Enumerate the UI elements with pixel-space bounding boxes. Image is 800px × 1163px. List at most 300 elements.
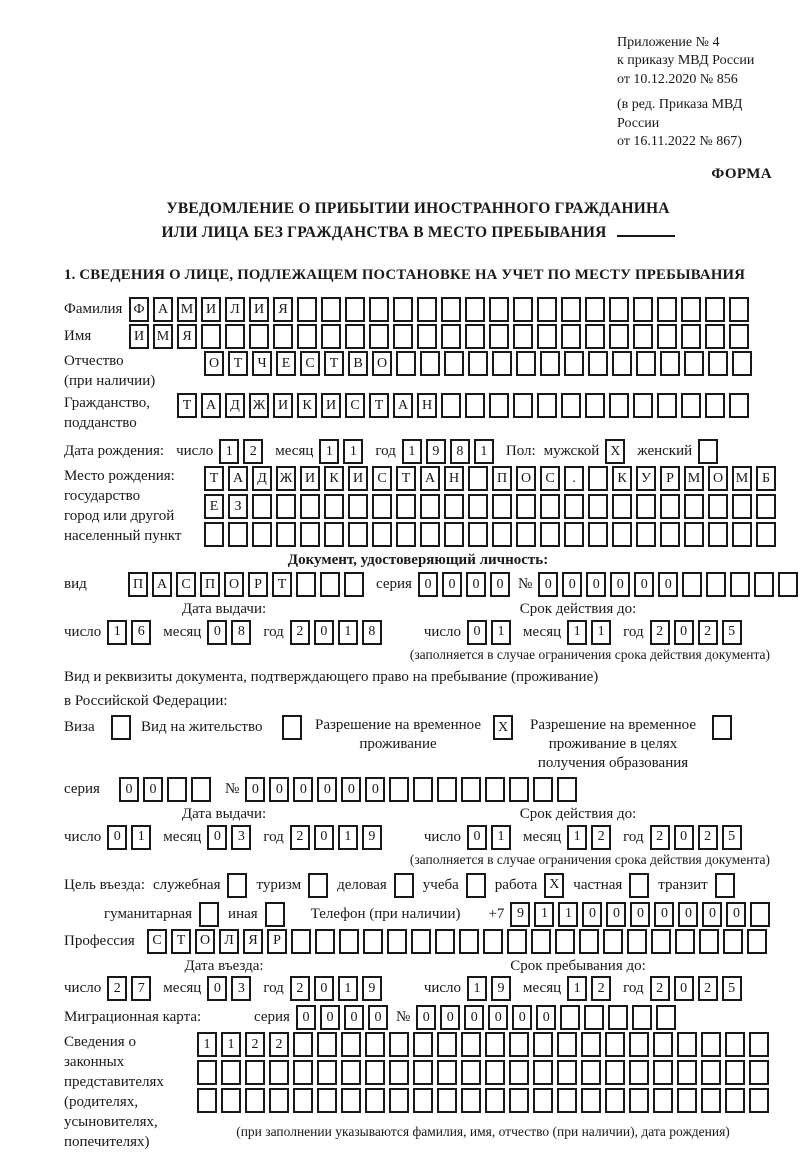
char-cell [632, 1005, 652, 1030]
char-cell: 9 [491, 976, 511, 1001]
char-cell [564, 494, 584, 519]
char-cell [561, 297, 581, 322]
char-cell: 7 [131, 976, 151, 1001]
char-cell [273, 324, 293, 349]
char-cell: 1 [197, 1032, 217, 1057]
char-cell: А [420, 466, 440, 491]
char-cell [444, 351, 464, 376]
char-cell [394, 873, 414, 898]
purpose-business [337, 873, 414, 898]
char-cell: 0 [245, 777, 265, 802]
char-cell: К [612, 466, 632, 491]
char-cell [365, 1060, 385, 1085]
char-cell [167, 777, 187, 802]
char-cell [489, 393, 509, 418]
char-cell: М [153, 324, 173, 349]
permit-issue-day-label: число [64, 828, 102, 845]
purpose-business-label: деловая [337, 876, 387, 893]
char-cell [111, 715, 131, 740]
option-visa [64, 715, 131, 740]
char-cell: 0 [320, 1005, 340, 1030]
char-cell [747, 929, 767, 954]
char-cell: 1 [338, 976, 358, 1001]
char-cell [732, 351, 752, 376]
sex-male-label: мужской [543, 443, 600, 460]
char-cell: 1 [491, 620, 511, 645]
birth-month-label: месяц [275, 443, 314, 460]
char-cell: 2 [245, 1032, 265, 1057]
doc-issue-title: Дата выдачи: [181, 600, 267, 617]
char-cell [564, 522, 584, 547]
char-cell [778, 572, 798, 597]
char-cell: 3 [231, 825, 251, 850]
char-cell [459, 929, 479, 954]
permit-expiry-month-cells [567, 825, 611, 850]
permit-series-label: серия [64, 780, 100, 797]
char-cell [705, 324, 725, 349]
char-cell: О [516, 466, 536, 491]
char-cell: 0 [562, 572, 582, 597]
firstname-label: Имя [64, 328, 92, 345]
visit-purpose-row2 [104, 902, 772, 927]
phone-label: Телефон (при наличии) [310, 905, 461, 922]
char-cell: А [201, 393, 221, 418]
char-cell: С [372, 466, 392, 491]
char-cell: О [708, 466, 728, 491]
char-cell [437, 777, 457, 802]
char-cell [675, 929, 695, 954]
char-cell [413, 777, 433, 802]
char-cell [396, 494, 416, 519]
stay-day-label: число [423, 980, 462, 997]
char-cell [725, 1060, 745, 1085]
char-cell [252, 522, 272, 547]
char-cell [199, 902, 219, 927]
option-temp-residence-label: Разрешение на временное проживание [315, 716, 481, 752]
char-cell: П [492, 466, 512, 491]
char-cell [533, 1088, 553, 1113]
char-cell: 3 [231, 976, 251, 1001]
char-cell: 0 [467, 620, 487, 645]
char-cell: 0 [293, 777, 313, 802]
char-cell [588, 522, 608, 547]
permit-issue-title: Дата выдачи: [181, 805, 267, 822]
char-cell: 2 [290, 620, 310, 645]
char-cell: 0 [365, 777, 385, 802]
char-cell: 1 [534, 902, 554, 927]
char-cell [653, 1088, 673, 1113]
char-cell [732, 494, 752, 519]
birth-day-cells [219, 439, 263, 464]
char-cell [300, 522, 320, 547]
identity-doc-title: Документ, удостоверяющий личность: [287, 552, 549, 569]
representatives-row2 [197, 1060, 769, 1085]
char-cell [341, 1032, 361, 1057]
char-cell: 1 [474, 439, 494, 464]
stay-year-cells [650, 976, 742, 1001]
char-cell: Н [417, 393, 437, 418]
char-cell [531, 929, 551, 954]
representatives-label [64, 1032, 197, 1152]
char-cell [516, 351, 536, 376]
char-cell: С [345, 393, 365, 418]
char-cell: 1 [491, 825, 511, 850]
char-cell: Р [248, 572, 268, 597]
char-cell [701, 1060, 721, 1085]
char-cell: 1 [558, 902, 578, 927]
char-cell: X [605, 439, 625, 464]
char-cell: О [204, 351, 224, 376]
char-cell [629, 873, 649, 898]
form-title-line2-wrap [64, 221, 772, 245]
birth-place-row3 [204, 522, 776, 547]
appendix-line-3: от 10.12.2020 № 856 [617, 71, 738, 87]
char-cell [269, 1060, 289, 1085]
char-cell [444, 494, 464, 519]
char-cell [441, 393, 461, 418]
char-cell [468, 466, 488, 491]
purpose-tourism-checkbox [308, 873, 328, 898]
char-cell [509, 1032, 529, 1057]
char-cell: Д [252, 466, 272, 491]
doc-expiry-title: Срок действия до: [519, 600, 637, 617]
char-cell [297, 297, 317, 322]
char-cell [560, 1005, 580, 1030]
char-cell: П [200, 572, 220, 597]
char-cell [348, 522, 368, 547]
expiry-day-cells [467, 620, 511, 645]
char-cell [603, 929, 623, 954]
char-cell: 0 [207, 620, 227, 645]
char-cell [492, 494, 512, 519]
char-cell [417, 324, 437, 349]
char-cell: А [153, 297, 173, 322]
residence-doc-dates-row [64, 825, 772, 850]
char-cell [698, 439, 718, 464]
char-cell: X [493, 715, 513, 740]
birth-date-label: Дата рождения: [64, 443, 165, 460]
char-cell: . [564, 466, 584, 491]
char-cell: И [300, 466, 320, 491]
char-cell [468, 351, 488, 376]
char-cell: 0 [344, 1005, 364, 1030]
char-cell [344, 572, 364, 597]
char-cell [636, 351, 656, 376]
char-cell [715, 873, 735, 898]
char-cell [317, 1088, 337, 1113]
char-cell [465, 393, 485, 418]
char-cell [466, 873, 486, 898]
char-cell: С [540, 466, 560, 491]
birth-place-label-line3: город или другой [64, 508, 175, 525]
char-cell [321, 324, 341, 349]
char-cell [725, 1032, 745, 1057]
surname-cells [129, 297, 749, 322]
char-cell: 0 [678, 902, 698, 927]
option-residence-permit-label: Вид на жительство [141, 718, 263, 735]
char-cell [372, 494, 392, 519]
char-cell: 2 [107, 976, 127, 1001]
char-cell [321, 297, 341, 322]
entry-day-cells [107, 976, 151, 1001]
phone-cells [510, 902, 770, 927]
char-cell: 1 [219, 439, 239, 464]
char-cell [191, 777, 211, 802]
entry-year-cells [290, 976, 382, 1001]
sex-female-checkbox [698, 439, 718, 464]
char-cell: 2 [269, 1032, 289, 1057]
char-cell [653, 1060, 673, 1085]
char-cell: 0 [119, 777, 139, 802]
char-cell [509, 777, 529, 802]
permit-expiry-year-label: год [623, 828, 644, 845]
char-cell: 2 [290, 976, 310, 1001]
char-cell [699, 929, 719, 954]
char-cell [507, 929, 527, 954]
form-title [64, 197, 772, 245]
char-cell: 1 [319, 439, 339, 464]
char-cell [557, 777, 577, 802]
char-cell [411, 929, 431, 954]
char-cell [588, 494, 608, 519]
patronymic-cells [204, 351, 752, 376]
char-cell [389, 1060, 409, 1085]
char-cell: 0 [634, 572, 654, 597]
char-cell [228, 522, 248, 547]
char-cell [369, 297, 389, 322]
char-cell: 2 [650, 620, 670, 645]
char-cell [396, 522, 416, 547]
char-cell [465, 324, 485, 349]
char-cell [369, 324, 389, 349]
char-cell [485, 1088, 505, 1113]
option-visa-label: Виза [64, 718, 95, 735]
char-cell [684, 351, 704, 376]
option-temp-residence-education-label: Разрешение на временное проживание в целях получения образования [530, 716, 696, 771]
char-cell [293, 1060, 313, 1085]
char-cell: 1 [591, 620, 611, 645]
expiry-year-cells [650, 620, 742, 645]
char-cell: Т [228, 351, 248, 376]
permit-issue-year-label: год [263, 828, 284, 845]
stay-month-label: месяц [523, 980, 562, 997]
char-cell: 5 [722, 825, 742, 850]
char-cell: Я [243, 929, 263, 954]
char-cell [420, 351, 440, 376]
entry-month-cells [207, 976, 251, 1001]
issue-year-cells [290, 620, 382, 645]
birth-place-cells [204, 466, 776, 550]
purpose-other-label: иная [228, 905, 258, 922]
purpose-private-label: частная [573, 876, 623, 893]
char-cell [291, 929, 311, 954]
birth-month-cells [319, 439, 363, 464]
char-cell: 2 [698, 825, 718, 850]
doc-kind-label: вид [64, 575, 87, 592]
char-cell [561, 393, 581, 418]
permit-expiry-title: Срок действия до: [519, 805, 637, 822]
char-cell: 9 [362, 976, 382, 1001]
char-cell [537, 324, 557, 349]
permit-number-label: № [225, 780, 240, 797]
char-cell [269, 1088, 289, 1113]
appendix-line-1: Приложение № 4 [617, 35, 720, 50]
char-cell: С [300, 351, 320, 376]
char-cell [749, 1060, 769, 1085]
citizenship-row [64, 393, 772, 433]
char-cell [585, 297, 605, 322]
doc-number-cells [538, 572, 798, 597]
patronymic-row [64, 351, 772, 391]
permit-expiry-day-label: число [423, 828, 462, 845]
char-cell [300, 494, 320, 519]
char-cell [420, 494, 440, 519]
char-cell: Н [444, 466, 464, 491]
purpose-study [423, 873, 486, 898]
char-cell [636, 494, 656, 519]
char-cell: К [297, 393, 317, 418]
char-cell [660, 522, 680, 547]
purpose-business-checkbox [394, 873, 414, 898]
char-cell: 0 [467, 825, 487, 850]
char-cell: Е [276, 351, 296, 376]
residence-doc-note: (заполняется в случае ограничения срока действия документа) [409, 851, 770, 867]
char-cell [605, 1060, 625, 1085]
char-cell: 5 [722, 620, 742, 645]
migration-card-row [64, 1005, 772, 1030]
char-cell [533, 777, 553, 802]
char-cell [756, 494, 776, 519]
char-cell [657, 324, 677, 349]
birth-day-label: число [176, 443, 214, 460]
char-cell: И [273, 393, 293, 418]
birth-year-label: год [375, 443, 396, 460]
char-cell [701, 1032, 721, 1057]
sex-male-checkbox [605, 439, 625, 464]
char-cell [372, 522, 392, 547]
char-cell: 1 [567, 976, 587, 1001]
char-cell [608, 1005, 628, 1030]
char-cell [413, 1088, 433, 1113]
edition-line-1: (в ред. Приказа МВД России [617, 97, 743, 131]
char-cell [245, 1088, 265, 1113]
char-cell: 0 [107, 825, 127, 850]
char-cell [245, 1060, 265, 1085]
char-cell [341, 1060, 361, 1085]
char-cell [537, 393, 557, 418]
representatives-label-line4: (родителях, [64, 1094, 139, 1111]
title-underline [617, 221, 675, 237]
char-cell [320, 572, 340, 597]
stay-until-date [424, 976, 742, 1001]
expiry-year-label: год [623, 623, 644, 640]
char-cell: И [129, 324, 149, 349]
representatives-row1 [197, 1032, 769, 1057]
purpose-private [573, 873, 649, 898]
char-cell: 9 [510, 902, 530, 927]
patronymic-label-line2: (при наличии) [64, 373, 156, 390]
char-cell [444, 522, 464, 547]
char-cell: 0 [582, 902, 602, 927]
char-cell: 1 [131, 825, 151, 850]
char-cell: Л [225, 297, 245, 322]
char-cell [651, 929, 671, 954]
char-cell [315, 929, 335, 954]
char-cell: 0 [418, 572, 438, 597]
char-cell [581, 1060, 601, 1085]
identity-doc-note: (заполняется в случае ограничения срока действия документа) [409, 646, 770, 662]
char-cell [533, 1032, 553, 1057]
char-cell: 0 [490, 572, 510, 597]
char-cell: Ч [252, 351, 272, 376]
char-cell [417, 297, 437, 322]
char-cell: Т [324, 351, 344, 376]
char-cell: А [228, 466, 248, 491]
char-cell [677, 1060, 697, 1085]
char-cell [723, 929, 743, 954]
char-cell: К [324, 466, 344, 491]
char-cell: Т [396, 466, 416, 491]
migration-series-cells [296, 1005, 388, 1030]
char-cell [276, 494, 296, 519]
representatives-label-line6: попечителях) [64, 1134, 150, 1151]
char-cell [341, 1088, 361, 1113]
patronymic-label-line1: Отчество [64, 353, 124, 370]
identity-doc-row [64, 572, 772, 597]
char-cell: 0 [674, 976, 694, 1001]
char-cell [435, 929, 455, 954]
char-cell [557, 1088, 577, 1113]
char-cell [633, 297, 653, 322]
issue-day-cells [107, 620, 151, 645]
char-cell: 0 [726, 902, 746, 927]
char-cell: Р [267, 929, 287, 954]
char-cell [413, 1060, 433, 1085]
char-cell: Л [219, 929, 239, 954]
char-cell [585, 324, 605, 349]
char-cell: 2 [650, 825, 670, 850]
char-cell [636, 522, 656, 547]
profession-row [64, 929, 772, 954]
char-cell: 8 [231, 620, 251, 645]
char-cell [393, 324, 413, 349]
migration-number-label: № [395, 1009, 411, 1026]
char-cell [389, 777, 409, 802]
char-cell [389, 1088, 409, 1113]
char-cell [660, 351, 680, 376]
char-cell: 0 [658, 572, 678, 597]
char-cell [489, 324, 509, 349]
char-cell [729, 297, 749, 322]
char-cell: 2 [698, 976, 718, 1001]
char-cell: 0 [674, 825, 694, 850]
option-temp-residence-education-checkbox [712, 715, 732, 740]
char-cell: В [348, 351, 368, 376]
purpose-other-checkbox [265, 902, 285, 927]
option-visa-checkbox [111, 715, 131, 740]
birth-place-row1 [204, 466, 776, 491]
char-cell [293, 1032, 313, 1057]
char-cell: 1 [107, 620, 127, 645]
permit-expiry-year-cells [650, 825, 742, 850]
char-cell [227, 873, 247, 898]
purpose-transit-label: транзит [658, 876, 708, 893]
entry-dates-header [64, 957, 772, 976]
firstname-cells [129, 324, 749, 349]
permit-issue-day-cells [107, 825, 151, 850]
char-cell: 0 [269, 777, 289, 802]
char-cell [633, 393, 653, 418]
